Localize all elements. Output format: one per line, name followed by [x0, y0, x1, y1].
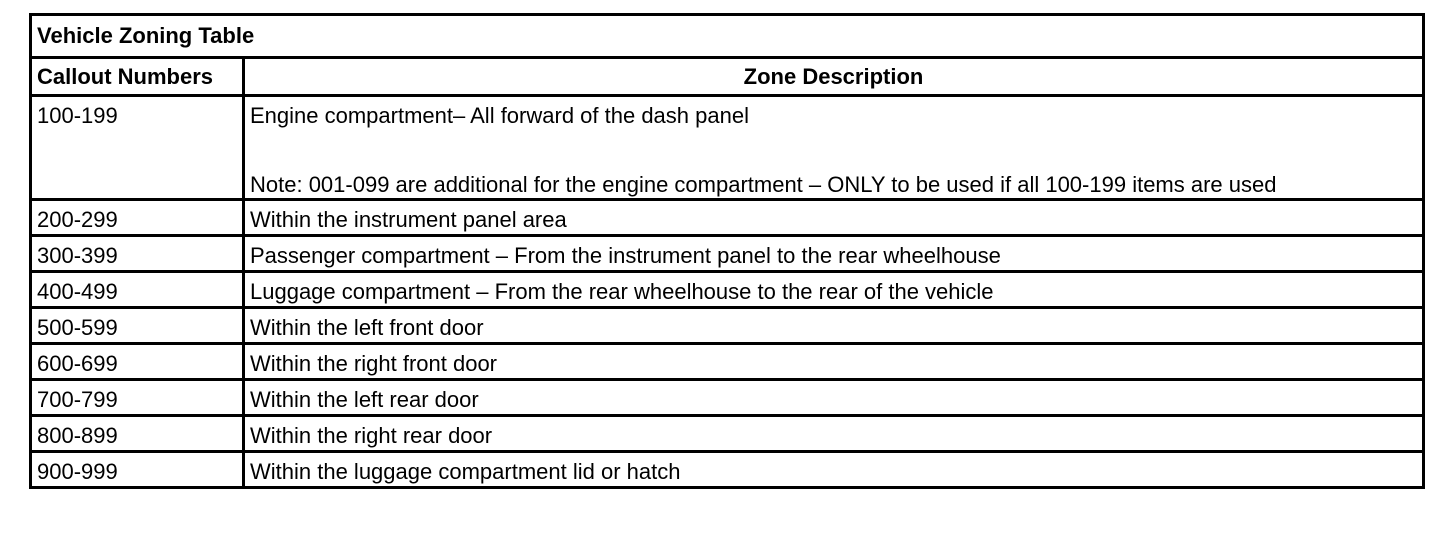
- description-text: Engine compartment– All forward of the dash panel: [250, 103, 749, 128]
- description-cell: Within the right rear door: [244, 416, 1424, 452]
- table-row: [31, 272, 1424, 308]
- table-row: [31, 96, 1424, 200]
- description-cell: Passenger compartment – From the instrument panel to the rear wheelhouse: [244, 236, 1424, 272]
- callout-cell: 900-999: [31, 452, 244, 488]
- callout-cell: 100-199: [31, 96, 244, 200]
- callout-cell: 300-399: [31, 236, 244, 272]
- callout-cell: 400-499: [31, 272, 244, 308]
- description-cell: Within the left front door: [244, 308, 1424, 344]
- callout-cell: 500-599: [31, 308, 244, 344]
- description-cell: Within the right front door: [244, 344, 1424, 380]
- table-row: [31, 416, 1424, 452]
- description-cell: Luggage compartment – From the rear wheelhouse to the rear of the vehicle: [244, 272, 1424, 308]
- table-row: [31, 344, 1424, 380]
- table-row: [31, 380, 1424, 416]
- description-cell: Within the luggage compartment lid or hatch: [244, 452, 1424, 488]
- description-cell: [244, 96, 1424, 200]
- callout-cell: 700-799: [31, 380, 244, 416]
- table-header-row: [31, 58, 1424, 96]
- table-row: [31, 308, 1424, 344]
- table-row: [31, 236, 1424, 272]
- description-cell: Within the instrument panel area: [244, 200, 1424, 236]
- callout-cell: 200-299: [31, 200, 244, 236]
- table-title-row: [31, 15, 1424, 58]
- description-cell: Within the left rear door: [244, 380, 1424, 416]
- note-text: Note: 001-099 are additional for the engine compartment – ONLY to be used if all 100-199 items are used: [250, 172, 1277, 197]
- callout-cell: 800-899: [31, 416, 244, 452]
- table-row: [31, 200, 1424, 236]
- table-title: Vehicle Zoning Table: [31, 15, 1424, 58]
- callout-cell: 600-699: [31, 344, 244, 380]
- vehicle-zoning-table: [29, 13, 1425, 489]
- table-row: [31, 452, 1424, 488]
- header-callout-numbers: Callout Numbers: [31, 58, 244, 96]
- header-zone-description: Zone Description: [244, 58, 1424, 96]
